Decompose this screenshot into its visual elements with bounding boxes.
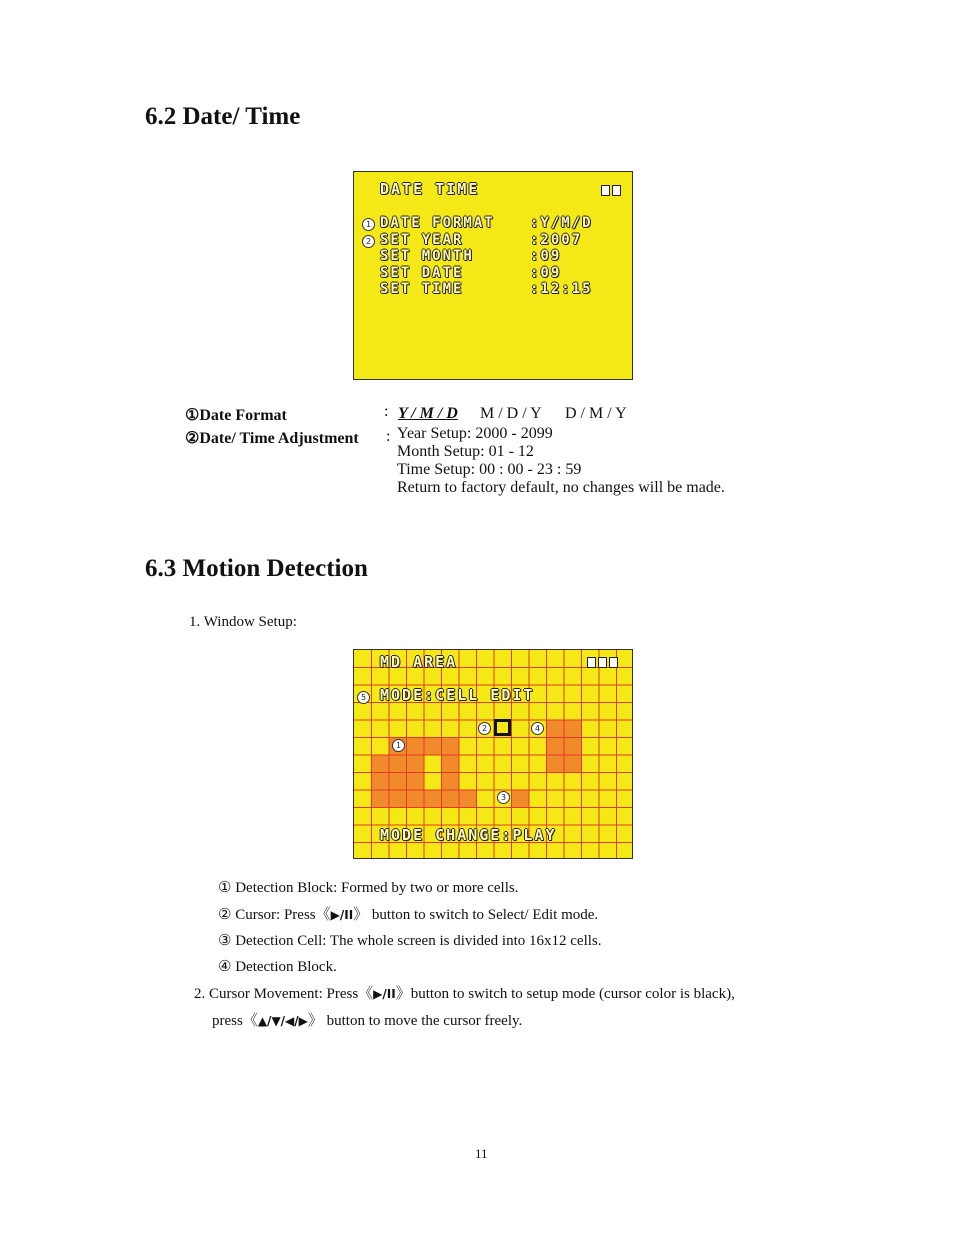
osd-box-icon <box>612 185 621 196</box>
adjust-line-month: Month Setup: 01 - 12 <box>397 443 534 460</box>
md-mode-text: MODE:CELL EDIT <box>380 686 535 704</box>
note-4-text: Detection Block. <box>235 959 337 975</box>
detection-cell <box>424 790 442 808</box>
md-footer-text: MODE CHANGE:PLAY <box>380 826 557 844</box>
detection-cell <box>564 720 582 738</box>
osd-row-marker: 1 <box>362 218 375 231</box>
osd-box-icon <box>601 185 610 196</box>
cursor-movement-press: press《 <box>212 1013 258 1029</box>
md-area-osd-screen <box>353 649 633 859</box>
osd-row-value: :2007 <box>530 231 583 248</box>
window-setup-label: 1. Window Setup: <box>189 614 297 630</box>
note-1-text: Detection Block: Formed by two or more cells. <box>235 880 519 896</box>
date-adjust-label: ②Date/ Time Adjustment <box>185 430 359 447</box>
detection-cell <box>407 738 425 756</box>
play-pause-icon: ▶/II <box>373 987 396 1001</box>
note-3-num: ③ <box>218 933 232 949</box>
page-number: 11 <box>475 1146 488 1161</box>
osd-row <box>362 247 561 265</box>
section-heading-date-time: 6.2 Date/ Time <box>145 103 301 130</box>
detection-cell <box>547 755 565 773</box>
detection-cell <box>547 720 565 738</box>
osd-box-icon <box>587 657 596 668</box>
osd-box-icon <box>598 657 607 668</box>
cursor-movement-line2-post: 》 button to move the cursor freely. <box>307 1013 523 1029</box>
marker-2: 2 <box>478 722 491 735</box>
date-format-label: ①Date Format <box>185 407 287 424</box>
osd-row-marker: 2 <box>362 235 375 248</box>
detection-cell <box>389 790 407 808</box>
adjust-line-default: Return to factory default, no changes will be made. <box>397 479 725 496</box>
osd-status-icons <box>600 182 622 200</box>
detection-cell <box>424 738 442 756</box>
date-format-option-selected: Y / M / D <box>398 405 458 422</box>
section-heading-motion: 6.3 Motion Detection <box>145 555 368 582</box>
note-1-num: ① <box>218 880 232 896</box>
marker-4: 4 <box>531 722 544 735</box>
date-format-colon: : <box>384 403 389 420</box>
md-mode-row <box>357 686 534 705</box>
adjust-line-year: Year Setup: 2000 - 2099 <box>397 425 553 442</box>
date-adjust-colon: : <box>386 428 391 445</box>
detection-cell <box>372 755 390 773</box>
md-osd-status-icons <box>586 654 619 672</box>
osd-row <box>362 231 582 249</box>
detection-cell <box>442 755 460 773</box>
osd-row-value: :09 <box>530 248 562 264</box>
note-2-num: ② <box>218 907 232 923</box>
note-3 <box>218 931 602 950</box>
detection-cell <box>564 755 582 773</box>
note-4 <box>218 957 337 976</box>
note-4-num: ④ <box>218 959 232 975</box>
date-format-option-mdy: M / D / Y <box>480 405 542 422</box>
note-1 <box>218 878 518 897</box>
osd-row-label: SET DATE <box>380 264 464 281</box>
detection-cell <box>442 738 460 756</box>
note-2-text-pre: Cursor: Press《 <box>235 907 331 923</box>
osd-row-value: :Y/M/D <box>530 215 593 231</box>
detection-cell <box>442 790 460 808</box>
osd-title: DATE TIME <box>380 180 480 198</box>
play-pause-icon: ▶/II <box>330 908 354 922</box>
note-2 <box>218 903 598 924</box>
cursor-movement-line-1 <box>194 982 735 1003</box>
note-2-text-post: 》 button to switch to Select/ Edit mode. <box>353 907 599 923</box>
detection-cell <box>407 790 425 808</box>
md-osd-title: MD AREA <box>380 653 458 671</box>
osd-row-value: :09 <box>530 264 562 281</box>
detection-cell <box>372 790 390 808</box>
md-cursor <box>494 719 511 736</box>
osd-row-label: SET TIME <box>380 281 464 297</box>
detection-cell <box>407 773 425 791</box>
osd-row <box>362 280 593 298</box>
detection-cell <box>459 790 477 808</box>
osd-row-value: :12:15 <box>530 281 593 297</box>
detection-cell <box>512 790 530 808</box>
marker-1: 1 <box>392 739 405 752</box>
cursor-movement-post: 》button to switch to setup mode (cursor color is black), <box>395 986 735 1002</box>
marker-5: 5 <box>357 691 370 704</box>
detection-cell <box>389 773 407 791</box>
date-format-option-dmy: D / M / Y <box>565 405 627 422</box>
osd-row-label: DATE FORMAT <box>380 215 495 231</box>
note-3-text: Detection Cell: The whole screen is divided into 16x12 cells. <box>235 933 602 949</box>
detection-cell <box>372 773 390 791</box>
osd-row-label: SET YEAR <box>380 231 464 248</box>
cursor-movement-pre: 2. Cursor Movement: Press《 <box>194 986 374 1002</box>
adjust-line-time: Time Setup: 00 : 00 - 23 : 59 <box>397 461 582 478</box>
detection-cell <box>389 755 407 773</box>
osd-row <box>362 214 593 232</box>
osd-row-label: SET MONTH <box>380 248 474 264</box>
osd-box-icon <box>609 657 618 668</box>
arrow-keys-icon: ▲/▼/◀/▶ <box>257 1014 308 1028</box>
date-time-osd-screen <box>353 171 633 380</box>
detection-cell <box>547 738 565 756</box>
detection-cell <box>407 755 425 773</box>
marker-3: 3 <box>497 791 510 804</box>
cursor-movement-line-2 <box>212 1009 522 1030</box>
detection-cell <box>442 773 460 791</box>
detection-cell <box>564 738 582 756</box>
osd-row <box>362 264 561 282</box>
